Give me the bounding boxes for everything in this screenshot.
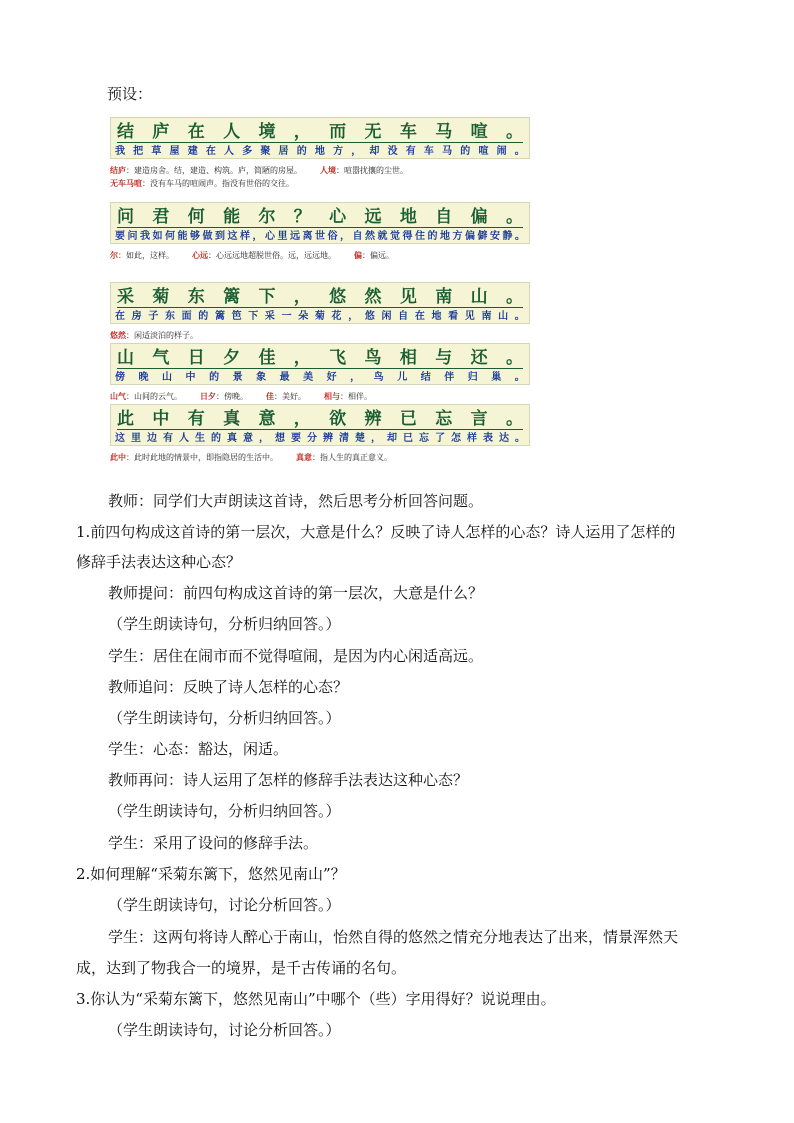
poem-stanza xyxy=(110,282,530,342)
poem-band xyxy=(110,404,530,446)
note-item xyxy=(110,390,182,403)
note-text: ：傍晚。 xyxy=(216,392,248,401)
note-item xyxy=(296,451,392,464)
note-item xyxy=(110,451,278,464)
paragraph-line: 2.如何理解“采菊东篱下，悠然见南山”？ xyxy=(76,865,346,883)
paragraph-line: （学生朗读诗句，讨论分析回答。） xyxy=(108,1021,341,1039)
paragraph-line: 学生：采用了设问的修辞手法。 xyxy=(108,834,319,852)
poem-line: 问 君 何 能 尔 ？ 心 远 地 自 偏 。 xyxy=(117,207,523,227)
note-item xyxy=(266,390,306,403)
note-row xyxy=(110,390,530,403)
note-item xyxy=(110,329,198,342)
poem-translation: 在 房 子 东 面 的 篱 笆 下 采 一 朵 菊 花 ， 悠 闲 自 在 地 看 见 南 山 。 xyxy=(115,311,525,322)
note-term: 偏 xyxy=(354,250,362,260)
note-text: ：闲适淡泊的样子。 xyxy=(126,331,198,340)
note-term: 山气 xyxy=(110,391,126,401)
paragraph-line: 学生：这两句将诗人醉心于南山，怡然自得的悠然之情充分地表达了出来，情景浑然天 xyxy=(108,928,679,946)
poem-notes xyxy=(110,249,530,262)
note-text: ：没有车马的喧闹声。指没有世俗的交往。 xyxy=(142,179,294,188)
note-text: ：相伴。 xyxy=(340,392,372,401)
poem-band xyxy=(110,117,530,159)
poem-translation: 要 问 我 如 何 能 够 做 到 这 样 ， 心 里 远 离 世 俗 ， 自 然 就 觉 得 住 的 地 方 偏 僻 安 静 。 xyxy=(115,231,525,242)
note-text: ：美好。 xyxy=(274,392,306,401)
note-term: 佳 xyxy=(266,391,274,401)
note-term: 真意 xyxy=(296,452,312,462)
note-text: ：喧嚣扰攘的尘世。 xyxy=(336,166,408,175)
paragraph-line: 教师：同学们大声朗读这首诗，然后思考分析回答问题。 xyxy=(108,492,484,510)
note-term: 尔 xyxy=(110,250,118,260)
paragraph-line: 成，达到了物我合一的境界，是千古传诵的名句。 xyxy=(76,959,407,977)
note-term: 人境 xyxy=(320,165,336,175)
poem-band xyxy=(110,282,530,324)
poem-stanza xyxy=(110,202,530,262)
paragraph-line: 学生：居住在闹市而不觉得喧闹，是因为内心闲适高远。 xyxy=(108,647,484,665)
paragraph-line: 教师追问：反映了诗人怎样的心态？ xyxy=(108,678,349,696)
poem-translation: 傍 晚 山 中 的 景 象 最 美 好 ， 鸟 儿 结 伴 归 巢 。 xyxy=(115,372,525,383)
poem-line: 采 菊 东 篱 下 ， 悠 然 见 南 山 。 xyxy=(117,287,523,307)
poem-notes xyxy=(110,451,530,464)
note-item xyxy=(354,249,394,262)
note-text: ：偏远。 xyxy=(362,251,394,260)
note-row xyxy=(110,329,530,342)
poem-stanza xyxy=(110,404,530,464)
note-term: 心远 xyxy=(192,250,208,260)
note-item xyxy=(192,249,336,262)
note-item xyxy=(320,164,408,177)
paragraph-line: （学生朗读诗句，分析归纳回答。） xyxy=(108,802,341,820)
note-term: 此中 xyxy=(110,452,126,462)
note-text: ：建造房舍。结，建造、构筑。庐，简陋的房屋。 xyxy=(126,166,302,175)
note-text: ：此时此地的情景中，即指隐居的生活中。 xyxy=(126,453,278,462)
section-heading: 预设： xyxy=(107,85,153,103)
note-text: ：如此，这样。 xyxy=(118,251,174,260)
paragraph-line: 1.前四句构成这首诗的第一层次，大意是什么？反映了诗人怎样的心态？诗人运用了怎样的 xyxy=(76,523,676,541)
paragraph-line: 学生：心态：豁达，闲适。 xyxy=(108,740,289,758)
note-row xyxy=(110,249,530,262)
paragraph-line: 修辞手法表达这种心态？ xyxy=(76,553,242,571)
poem-notes xyxy=(110,390,530,403)
note-item xyxy=(110,177,294,190)
paragraph-line: （学生朗读诗句，讨论分析回答。） xyxy=(108,896,341,914)
poem-stanza xyxy=(110,343,530,403)
note-text: ：山间的云气。 xyxy=(126,392,182,401)
poem-notes xyxy=(110,164,530,190)
note-term: 无车马喧 xyxy=(110,178,142,188)
poem-band xyxy=(110,343,530,385)
poem-translation: 这 里 边 有 人 生 的 真 意 ， 想 要 分 辨 清 楚 ， 却 已 忘 了 怎 样 表 达 。 xyxy=(115,433,525,444)
note-term: 相与 xyxy=(324,391,340,401)
poem-line: 结 庐 在 人 境 ， 而 无 车 马 喧 。 xyxy=(117,122,523,142)
poem-line: 此 中 有 真 意 ， 欲 辨 已 忘 言 。 xyxy=(117,409,523,429)
note-term: 悠然 xyxy=(110,330,126,340)
note-text: ：指人生的真正意义。 xyxy=(312,453,392,462)
note-item xyxy=(200,390,248,403)
paragraph-line: 教师提问：前四句构成这首诗的第一层次，大意是什么？ xyxy=(108,584,484,602)
note-term: 日夕 xyxy=(200,391,216,401)
poem-stanza xyxy=(110,117,530,190)
note-row xyxy=(110,451,530,464)
poem-line: 山 气 日 夕 佳 ， 飞 鸟 相 与 还 。 xyxy=(117,348,523,368)
note-term: 结庐 xyxy=(110,165,126,175)
paragraph-line: （学生朗读诗句，分析归纳回答。） xyxy=(108,615,341,633)
paragraph-line: （学生朗读诗句，分析归纳回答。） xyxy=(108,709,341,727)
note-item xyxy=(110,164,302,177)
note-item xyxy=(324,390,372,403)
poem-notes xyxy=(110,329,530,342)
poem-band xyxy=(110,202,530,244)
paragraph-line: 3.你认为“采菊东篱下，悠然见南山”中哪个（些）字用得好？说说理由。 xyxy=(76,990,556,1008)
note-row xyxy=(110,164,530,177)
note-text: ：心远远地超脱世俗。远，远远地。 xyxy=(208,251,336,260)
note-row xyxy=(110,177,530,190)
paragraph-line: 教师再问：诗人运用了怎样的修辞手法表达这种心态？ xyxy=(108,771,469,789)
poem-translation: 我 把 草 屋 建 在 人 多 聚 居 的 地 方 ， 却 没 有 车 马 的 喧 闹 。 xyxy=(115,146,525,157)
note-item xyxy=(110,249,174,262)
